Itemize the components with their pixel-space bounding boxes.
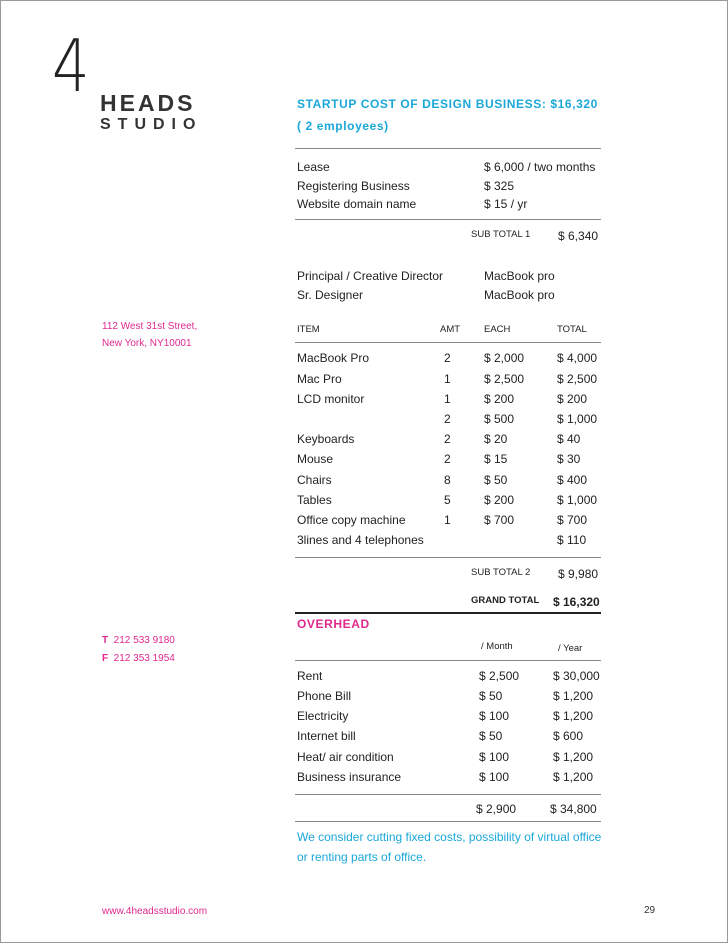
divider	[295, 794, 601, 795]
row-item: 3lines and 4 telephones	[297, 533, 424, 547]
row-total: $ 2,500	[557, 372, 598, 386]
row-item: LCD monitor	[297, 392, 365, 406]
overhead-item: Heat/ air condition	[297, 750, 394, 764]
staff-role: Sr. Designer	[297, 288, 364, 302]
row-item: Keyboards	[297, 432, 355, 446]
overhead-month: $ 100	[479, 770, 510, 784]
column-header-total: TOTAL	[557, 324, 587, 335]
row-item: Office copy machine	[297, 513, 406, 527]
setup-value: $ 325	[484, 179, 515, 193]
row-total: $ 1,000	[557, 412, 598, 426]
address-line-2: New York, NY10001	[102, 338, 192, 349]
row-item: Mac Pro	[297, 372, 342, 386]
row-total: $ 4,000	[557, 351, 598, 365]
logo-numeral: 4	[52, 24, 90, 108]
row-amt: 2	[444, 351, 451, 365]
staff-equipment: MacBook pro	[484, 288, 555, 302]
overhead-year: $ 30,000	[553, 669, 600, 683]
row-amt: 8	[444, 473, 451, 487]
divider	[295, 219, 601, 220]
row-each: $ 500	[484, 412, 515, 426]
overhead-header-divider	[295, 660, 601, 661]
phone-f-label: F	[102, 653, 109, 664]
phone-telephone	[102, 635, 175, 646]
setup-value: $ 6,000 / two months	[484, 160, 596, 174]
address-line-1: 112 West 31st Street,	[102, 321, 198, 332]
logo-heads: HEADS	[100, 90, 196, 116]
staff-equipment: MacBook pro	[484, 269, 555, 283]
row-each: $ 15	[484, 452, 508, 466]
row-total: $ 30	[557, 452, 581, 466]
overhead-total-year: $ 34,800	[550, 802, 597, 816]
table-header-divider	[295, 342, 601, 343]
note-line-2: or renting parts of office.	[297, 850, 427, 864]
setup-value: $ 15 / yr	[484, 197, 528, 211]
setup-label: Lease	[297, 160, 330, 174]
row-amt: 5	[444, 493, 451, 507]
row-total: $ 40	[557, 432, 581, 446]
row-each: $ 2,000	[484, 351, 525, 365]
divider	[295, 557, 601, 558]
column-header-item: ITEM	[297, 324, 320, 335]
column-header-each: EACH	[484, 324, 511, 335]
subtotal-1-value: $ 6,340	[558, 229, 599, 243]
subtotal-2-value: $ 9,980	[558, 567, 599, 581]
overhead-month: $ 50	[479, 729, 503, 743]
grand-total-underline	[295, 612, 601, 614]
overhead-item: Internet bill	[297, 729, 356, 743]
grand-total-label: GRAND TOTAL	[471, 595, 540, 606]
row-item: MacBook Pro	[297, 351, 370, 365]
page-number: 29	[644, 905, 656, 916]
overhead-col-month: / Month	[481, 641, 513, 652]
row-total: $ 110	[557, 533, 587, 547]
row-item: Tables	[297, 493, 332, 507]
overhead-year: $ 1,200	[553, 689, 594, 703]
divider	[295, 821, 601, 822]
row-amt: 1	[444, 392, 451, 406]
row-total: $ 1,000	[557, 493, 598, 507]
overhead-item: Rent	[297, 669, 323, 683]
row-each: $ 200	[484, 392, 515, 406]
row-total: $ 200	[557, 392, 588, 406]
column-header-amt: AMT	[440, 324, 461, 335]
row-amt: 2	[444, 432, 451, 446]
overhead-item: Electricity	[297, 709, 349, 723]
row-total: $ 400	[557, 473, 588, 487]
subtotal-2-label: SUB TOTAL 2	[471, 567, 531, 578]
phone-t-number: 212 533 9180	[113, 635, 175, 646]
overhead-item: Business insurance	[297, 770, 402, 784]
row-amt: 2	[444, 412, 451, 426]
row-item: Mouse	[297, 452, 334, 466]
logo-studio: STUDIO	[100, 116, 203, 133]
page-subtitle: ( 2 employees)	[297, 119, 389, 133]
page-title: STARTUP COST OF DESIGN BUSINESS: $16,320	[297, 97, 598, 111]
row-amt: 2	[444, 452, 451, 466]
overhead-month: $ 50	[479, 689, 503, 703]
setup-label: Website domain name	[297, 197, 417, 211]
row-each: $ 20	[484, 432, 508, 446]
row-each: $ 50	[484, 473, 508, 487]
overhead-month: $ 100	[479, 709, 510, 723]
row-total: $ 700	[557, 513, 588, 527]
overhead-item: Phone Bill	[297, 689, 352, 703]
staff-role: Principal / Creative Director	[297, 269, 444, 283]
row-each: $ 2,500	[484, 372, 525, 386]
note-line-1: We consider cutting fixed costs, possibility of virtual office	[297, 830, 602, 844]
overhead-month: $ 100	[479, 750, 510, 764]
phone-fax	[102, 653, 175, 664]
phone-f-number: 212 353 1954	[113, 653, 175, 664]
phone-t-label: T	[102, 635, 109, 646]
overhead-year: $ 1,200	[553, 770, 594, 784]
subtotal-1-label: SUB TOTAL 1	[471, 229, 531, 240]
overhead-total-month: $ 2,900	[476, 802, 517, 816]
row-amt: 1	[444, 513, 451, 527]
overhead-year: $ 600	[553, 729, 584, 743]
overhead-year: $ 1,200	[553, 709, 594, 723]
divider	[295, 148, 601, 149]
overhead-year: $ 1,200	[553, 750, 594, 764]
grand-total-value: $ 16,320	[553, 595, 600, 609]
row-each: $ 700	[484, 513, 515, 527]
overhead-title: OVERHEAD	[297, 617, 370, 631]
setup-label: Registering Business	[297, 179, 410, 193]
overhead-col-year: / Year	[558, 643, 583, 654]
row-item: Chairs	[297, 473, 332, 487]
row-each: $ 200	[484, 493, 515, 507]
row-amt: 1	[444, 372, 451, 386]
overhead-month: $ 2,500	[479, 669, 520, 683]
footer-website: www.4headsstudio.com	[102, 906, 208, 917]
